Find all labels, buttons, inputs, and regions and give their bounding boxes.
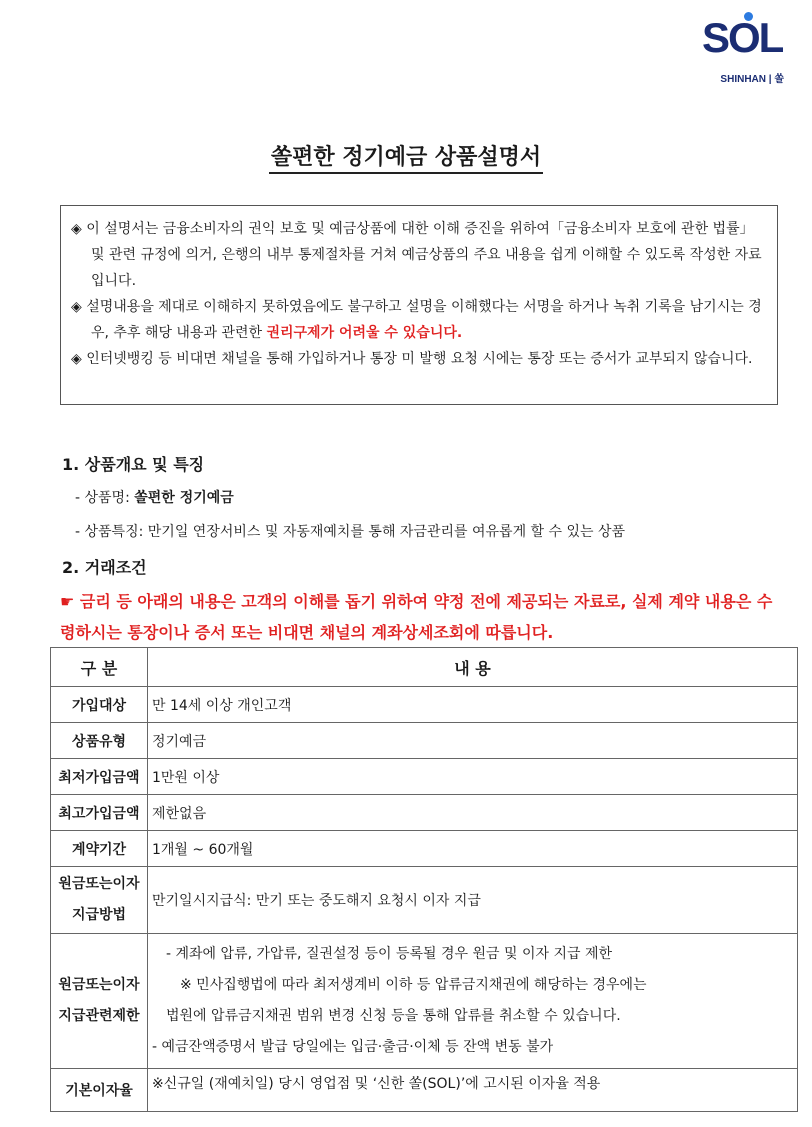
header-content: 내 용 [148,648,798,687]
row-key-payment-line1: 원금또는이자 [58,876,140,892]
row-value-payment: 만기일시지급식: 만기 또는 중도해지 요청시 이자 지급 [148,867,798,934]
restriction-line-3: 법원에 압류금지채권 범위 변경 신청 등을 통해 압류를 취소할 수 있습니다. [166,1008,621,1024]
table-row [51,867,798,934]
notice-p2-text: ◈ 설명내용을 제대로 이해하지 못하였음에도 불구하고 설명을 이해했다는 서명을 하거나 녹취 기록을 남기시는 경우, 추후 해당 내용과 관련한 [71,299,762,341]
table-row [51,687,798,723]
document-title [0,140,812,171]
product-name-value: 쏠편한 정기예금 [134,490,234,506]
row-value-restrictions [148,934,798,1069]
row-key-restrictions-line2: 지급관련제한 [58,1008,140,1024]
row-value-eligibility: 만 14세 이상 개인고객 [148,687,798,723]
row-value-max-amount: 제한없음 [148,795,798,831]
row-key-restrictions-line1: 원금또는이자 [58,977,140,993]
table-row [51,1069,798,1112]
row-value-period: 1개월 ~ 60개월 [148,831,798,867]
row-key-max-amount: 최고가입금액 [51,795,148,831]
row-key-payment-line2: 지급방법 [71,907,127,923]
terms-warning: ☛ 금리 등 아래의 내용은 고객의 이해를 돕기 위하여 약정 전에 제공되는 자료로, 실제 계약 내용은 수령하시는 통장이나 증서 또는 비대면 채널의 계좌상세조회에 따릅니다. [60,592,773,642]
notice-paragraph-2 [71,294,763,346]
table-row [51,759,798,795]
product-feature-line: - 상품특징: 만기일 연장서비스 및 자동재예치를 통해 자금관리를 여유롭게 할 수 있는 상품 [75,524,626,540]
product-name-label: - 상품명: [75,490,135,506]
restriction-line-1: - 계좌에 압류, 가압류, 질권설정 등이 등록될 경우 원금 및 이자 지급 제한 [166,946,613,962]
notice-paragraph-3: ◈ 인터넷뱅킹 등 비대면 채널을 통해 가입하거나 통장 미 발행 요청 시에는 통장 또는 증서가 교부되지 않습니다. [71,351,753,367]
product-name-line [75,487,234,507]
table-row [51,934,798,1069]
row-key-period: 계약기간 [51,831,148,867]
notice-box [60,205,778,405]
section-2-heading: 2. 거래조건 [62,558,147,577]
document-title-text: 쏠편한 정기예금 상품설명서 [269,145,543,174]
row-value-type: 정기예금 [148,723,798,759]
table-header-row [51,648,798,687]
header-category: 구 분 [51,648,148,687]
logo-subtitle: SHINHAN | 쏠 [720,74,784,85]
row-key-base-rate: 기본이자율 [51,1069,148,1112]
row-key-eligibility: 가입대상 [51,687,148,723]
shinhan-sol-logo [694,8,784,85]
row-key-type: 상품유형 [51,723,148,759]
row-key-restrictions [51,934,148,1069]
notice-p2-warning: 권리구제가 어려울 수 있습니다. [266,325,463,341]
row-key-payment [51,867,148,934]
logo-wordmark: SOL [702,14,783,61]
terms-table [50,647,798,1112]
row-key-min-amount: 최저가입금액 [51,759,148,795]
section-1-heading: 1. 상품개요 및 특징 [62,455,205,474]
restriction-line-2: ※ 민사집행법에 따라 최저생계비 이하 등 압류금지채권에 해당하는 경우에는 [180,977,647,993]
table-row [51,723,798,759]
table-row [51,831,798,867]
notice-paragraph-1: ◈ 이 설명서는 금융소비자의 권익 보호 및 예금상품에 대한 이해 증진을 위하여「금융소비자 보호에 관한 법률」및 관련 규정에 의거, 은행의 내부 통제절차를 거쳐 예금상품의 주요 내용을 쉽게 이해할 수 있도록 작성한 자료입니다. [71,221,762,289]
row-value-base-rate: ※신규일 (재예치일) 당시 영업점 및 ‘신한 쏠(SOL)’에 고시된 이자율 적용 [148,1069,798,1112]
row-value-min-amount: 1만원 이상 [148,759,798,795]
table-row [51,795,798,831]
restriction-line-4: - 예금잔액증명서 발급 당일에는 입금·출금·이체 등 잔액 변동 불가 [152,1039,554,1055]
